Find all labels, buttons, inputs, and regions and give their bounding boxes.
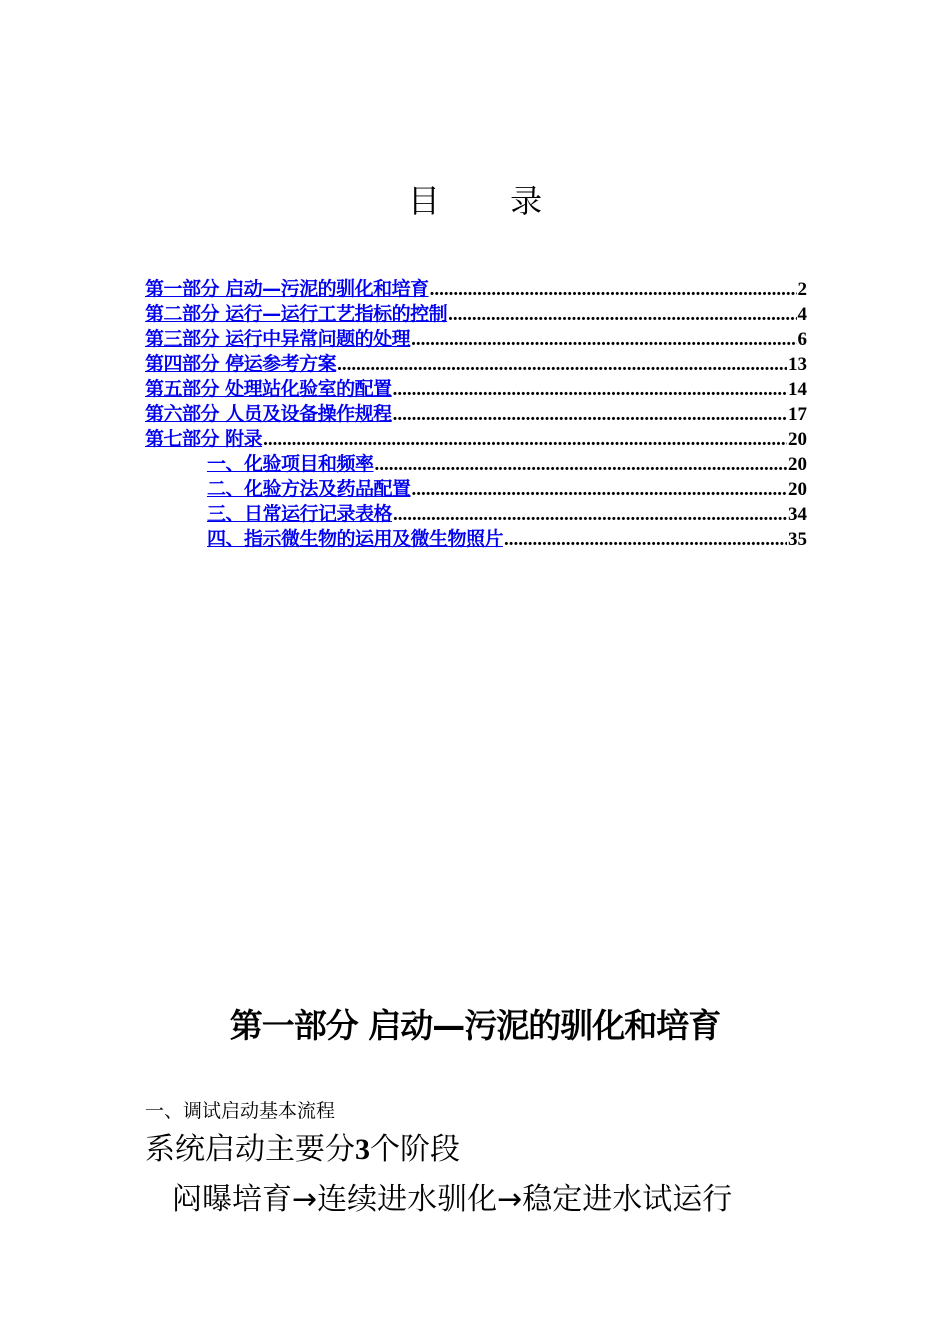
- toc-leader-dots: [504, 529, 787, 551]
- stage-summary-prefix: 系统启动主要分: [145, 1132, 355, 1167]
- toc-link[interactable]: 第七部分 附录: [145, 428, 263, 450]
- stage-count: 3: [355, 1133, 370, 1166]
- toc-entry[interactable]: [145, 274, 807, 299]
- toc-page-number: 20: [788, 479, 807, 500]
- toc-link[interactable]: 第二部分 运行—运行工艺指标的控制: [145, 303, 448, 325]
- toc-subentry[interactable]: [145, 524, 807, 549]
- toc-link[interactable]: 三、日常运行记录表格: [207, 503, 393, 525]
- toc-leader-dots: [411, 329, 796, 351]
- toc-link[interactable]: 第三部分 运行中异常问题的处理: [145, 328, 411, 350]
- toc-link[interactable]: 四、指示微生物的运用及微生物照片: [207, 528, 504, 550]
- toc-entry[interactable]: [145, 349, 807, 374]
- toc-page-number: 4: [797, 304, 807, 325]
- toc-page-number: 2: [797, 279, 807, 300]
- toc-link[interactable]: 一、化验项目和频率: [207, 453, 374, 475]
- toc-leader-dots: [337, 354, 787, 376]
- toc-leader-dots: [412, 479, 787, 501]
- toc-leader-dots: [430, 279, 797, 301]
- toc-entry[interactable]: [145, 399, 807, 424]
- toc-leader-dots: [448, 304, 796, 326]
- toc-link[interactable]: 第一部分 启动—污泥的驯化和培育: [145, 278, 429, 300]
- toc-link[interactable]: 第五部分 处理站化验室的配置: [145, 378, 392, 400]
- toc-subentry[interactable]: [145, 474, 807, 499]
- toc-page-number: 6: [797, 329, 807, 350]
- toc-subentry[interactable]: [145, 499, 807, 524]
- toc-page-number: 14: [788, 379, 807, 400]
- toc-page-number: 34: [788, 504, 807, 525]
- toc-page-number: 17: [788, 404, 807, 425]
- stage-summary: [145, 1124, 460, 1168]
- section-heading: 第一部分 启动—污泥的驯化和培育: [229, 1006, 721, 1045]
- toc-link[interactable]: 第四部分 停运参考方案: [145, 353, 337, 375]
- toc-entry[interactable]: [145, 374, 807, 399]
- toc-leader-dots: [393, 504, 787, 526]
- toc-leader-dots: [375, 454, 787, 476]
- toc-page-number: 20: [788, 454, 807, 475]
- toc-title: 目 录: [407, 182, 573, 220]
- process-flow-line: 闷曝培育→连续进水驯化→稳定进水试运行: [172, 1182, 733, 1217]
- toc-leader-dots: [263, 429, 787, 451]
- toc-leader-dots: [393, 379, 787, 401]
- toc-leader-dots: [393, 404, 787, 426]
- toc-page-number: 13: [788, 354, 807, 375]
- toc-link[interactable]: 二、化验方法及药品配置: [207, 478, 411, 500]
- stage-summary-suffix: 个阶段: [370, 1132, 460, 1167]
- table-of-contents: [145, 274, 807, 549]
- toc-subentry[interactable]: [145, 449, 807, 474]
- toc-entry[interactable]: [145, 299, 807, 324]
- toc-entry[interactable]: [145, 424, 807, 449]
- toc-entry[interactable]: [145, 324, 807, 349]
- toc-page-number: 35: [788, 529, 807, 550]
- toc-link[interactable]: 第六部分 人员及设备操作规程: [145, 403, 392, 425]
- subheading: 一、调试启动基本流程: [145, 1100, 336, 1122]
- toc-page-number: 20: [788, 429, 807, 450]
